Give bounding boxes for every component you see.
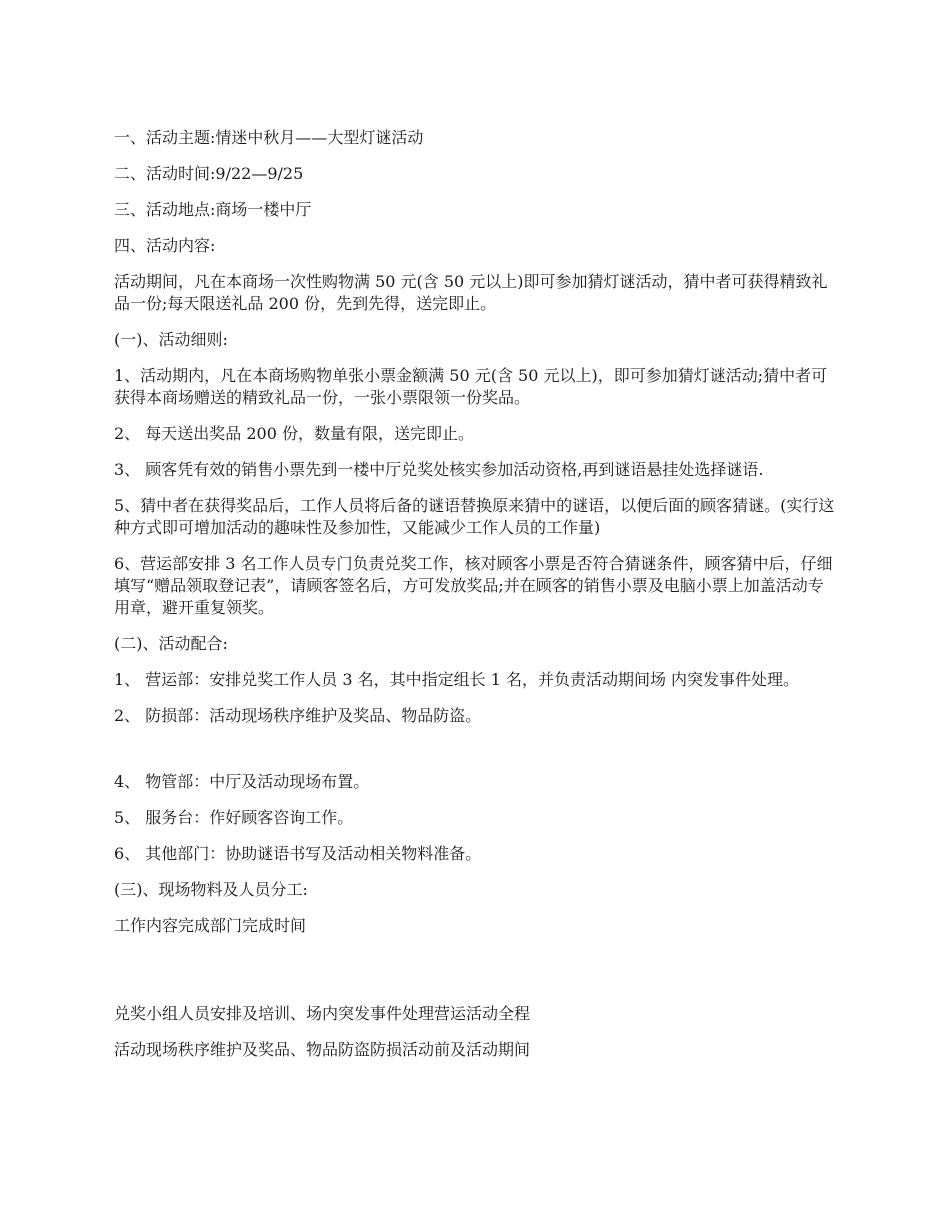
rule-item-6: 6、营运部安排 3 名工作人员专门负责兑奖工作，核对顾客小票是否符合猜谜条件，顾客猜中后，仔细填写“赠品领取登记表”，请顾客签名后，方可发放奖品;并在顾客的销售小票及电脑小票上加盖活动专用章，避开重复领奖。 xyxy=(114,554,833,617)
rule-item-3: 3、 顾客凭有效的销售小票先到一楼中厅兑奖处核实参加活动资格,再到谜语悬挂处选择谜语. xyxy=(114,460,764,479)
heading-content: 四、活动内容: xyxy=(114,236,216,255)
section-cooperation-heading: (二)、活动配合: xyxy=(114,634,228,653)
rule-item-5: 5、猜中者在获得奖品后，工作人员将后备的谜语替换原来猜中的谜语，以便后面的顾客猜谜。(实行这种方式即可增加活动的趣味性及参加性，又能减少工作人员的工作量) xyxy=(114,496,835,537)
cooperation-item-6: 6、 其他部门：协助谜语书写及活动相关物料准备。 xyxy=(114,844,482,863)
heading-location: 三、活动地点:商场一楼中厅 xyxy=(114,200,312,219)
cooperation-item-4: 4、 物管部：中厅及活动现场布置。 xyxy=(114,772,370,791)
cooperation-item-1: 1、 营运部：安排兑奖工作人员 3 名，其中指定组长 1 名，并负责活动期间场 内突发事件处理。 xyxy=(114,670,800,689)
blank-gap xyxy=(114,741,839,771)
paragraph-intro: 活动期间，凡在本商场一次性购物满 50 元(含 50 元以上)即可参加猜灯谜活动，猜中者可获得精致礼品一份;每天限送礼品 200 份，先到先得，送完即止。 xyxy=(114,272,828,313)
heading-time: 二、活动时间:9/22—9/25 xyxy=(114,164,304,183)
table-header-line: 工作内容完成部门完成时间 xyxy=(114,916,307,935)
table-row-1: 兑奖小组人员安排及培训、场内突发事件处理营运活动全程 xyxy=(114,1004,531,1023)
table-row-2: 活动现场秩序维护及奖品、物品防盗防损活动前及活动期间 xyxy=(114,1040,531,1059)
cooperation-item-2: 2、 防损部：活动现场秩序维护及奖品、物品防盗。 xyxy=(114,706,482,725)
heading-theme: 一、活动主题:情迷中秋月——大型灯谜活动 xyxy=(114,128,424,147)
document-body xyxy=(114,127,839,1075)
cooperation-item-5: 5、 服务台：作好顾客咨询工作。 xyxy=(114,808,354,827)
section-materials-heading: (三)、现场物料及人员分工: xyxy=(114,880,308,899)
blank-gap xyxy=(114,951,839,1003)
section-rules-heading: (一)、活动细则: xyxy=(114,330,228,349)
rule-item-1: 1、活动期内，凡在本商场购物单张小票金额满 50 元(含 50 元以上)，即可参加猜灯谜活动;猜中者可获得本商场赠送的精致礼品一份，一张小票限领一份奖品。 xyxy=(114,366,828,407)
rule-item-2: 2、 每天送出奖品 200 份，数量有限，送完即止。 xyxy=(114,424,474,443)
